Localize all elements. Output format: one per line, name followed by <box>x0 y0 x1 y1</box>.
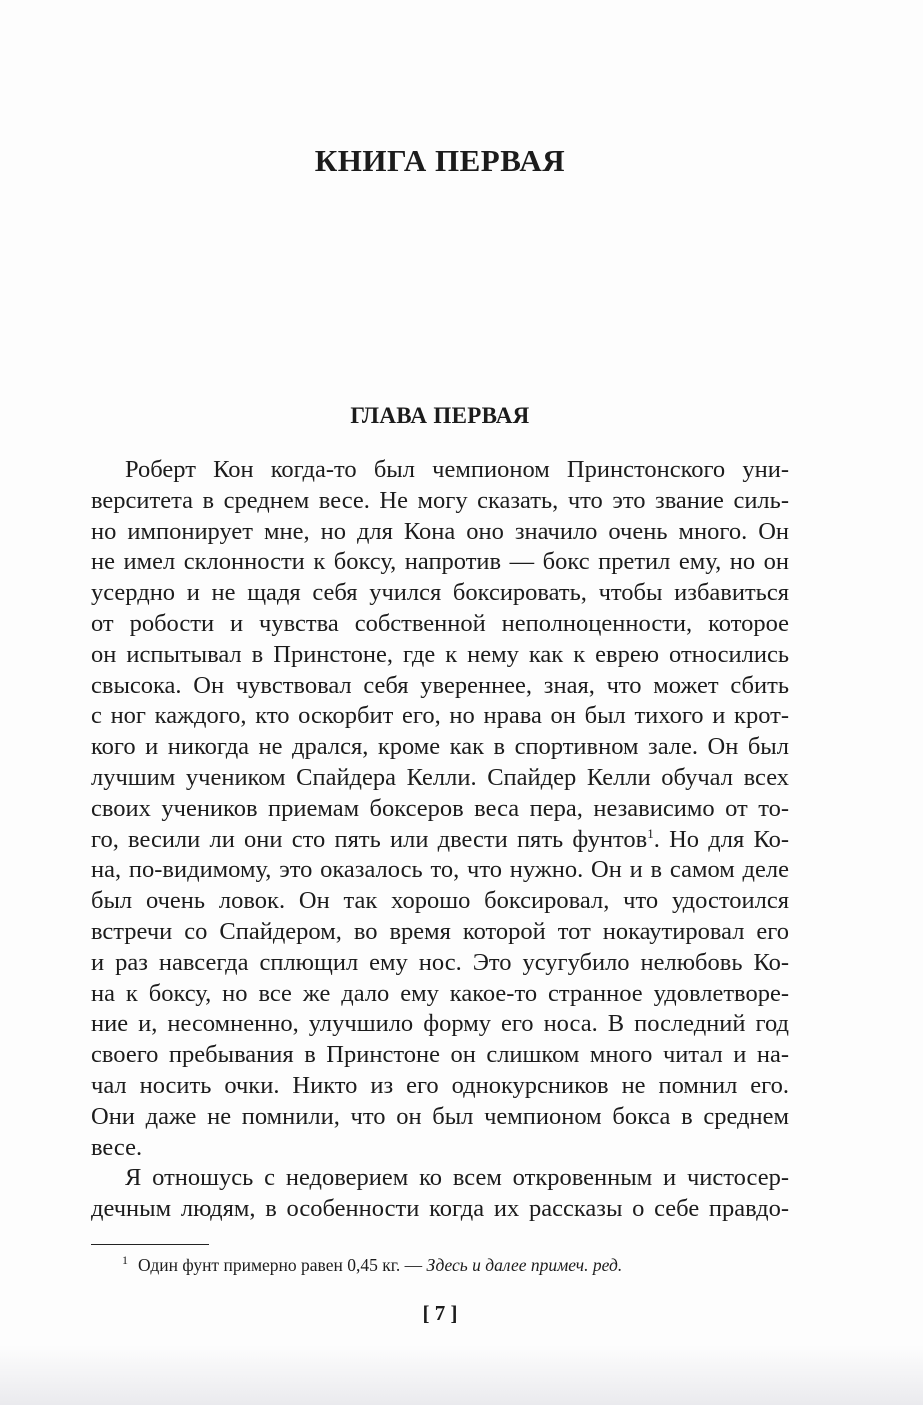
text-line: свысока. Он чувствовал себя увереннее, зная, что может сбить <box>91 671 789 699</box>
text-line: усердно и не щадя себя учился боксировать, чтобы избавиться <box>91 579 789 607</box>
footnote-reference[interactable]: 1 <box>647 825 654 841</box>
text-line: Они даже не помнили, что он был чемпионом бокса в среднем <box>91 1102 789 1130</box>
footnote-mark: 1 <box>122 1253 128 1268</box>
text-line: лучшим учеником Спайдера Келли. Спайдер Келли обучал всех <box>91 763 789 791</box>
text-line: от робости и чувства собственной неполноценности, которое <box>91 609 789 637</box>
text-line-with-footnote <box>91 825 789 856</box>
footnote-divider <box>91 1244 209 1245</box>
text-line: ние и, несомненно, улучшило форму его носа. В последний год <box>91 1010 789 1038</box>
text-line: Роберт Кон когда-то был чемпионом Принстонского уни- <box>125 456 789 483</box>
text-line-tail: . Но для Ко- <box>653 825 789 853</box>
text-line: своего пребывания в Принстоне он слишком много читал и на- <box>91 1041 789 1069</box>
text-line: не имел склонности к боксу, напротив — бокс претил ему, но он <box>91 548 789 576</box>
text-line: чал носить очки. Никто из его однокурсников не помнил его. <box>91 1071 789 1099</box>
book-title: КНИГА ПЕРВАЯ <box>314 143 566 178</box>
text-line: на, по-видимому, это оказалось то, что нужно. Он и в самом деле <box>91 856 789 884</box>
page-number: [ 7 ] <box>422 1301 458 1325</box>
text-line: но импонирует мне, но для Кона оно значило очень много. Он <box>91 517 789 545</box>
text-line: своих учеников приемам боксеров веса пера, независимо от то- <box>91 794 789 822</box>
text-line: верситета в среднем весе. Не могу сказать, что это звание силь- <box>91 486 789 514</box>
text-line-head: го, весили ли они сто пять или двести пять фунтов <box>91 825 648 853</box>
page-edge-shadow <box>0 1345 923 1405</box>
footnote <box>122 1254 622 1276</box>
footnote-text: Один фунт примерно равен 0,45 кг. — <box>138 1255 427 1275</box>
text-line: весе. <box>91 1133 143 1161</box>
text-line: он испытывал в Принстоне, где к нему как к еврею относились <box>91 640 789 668</box>
text-line: Я отношусь с недоверием ко всем откровенным и чистосер- <box>125 1164 789 1192</box>
text-line: и раз навсегда сплющил ему нос. Это усугубило нелюбовь Ко- <box>91 948 789 976</box>
text-line: на к боксу, но все же дало ему какое-то странное удовлетворе- <box>91 979 789 1007</box>
body-text <box>91 455 789 1225</box>
text-line: встречи со Спайдером, во время которой тот нокаутировал его <box>91 917 789 945</box>
text-line: был очень ловок. Он так хорошо боксировал, что удостоился <box>91 887 789 915</box>
chapter-title: ГЛАВА ПЕРВАЯ <box>350 403 530 428</box>
footnote-editor-note: Здесь и далее примеч. ред. <box>426 1255 623 1275</box>
text-line: с ног каждого, кто оскорбит его, но нрава он был тихого и крот- <box>91 702 789 730</box>
text-line: дечным людям, в особенности когда их рассказы о себе правдо- <box>91 1195 789 1223</box>
text-line: кого и никогда не дрался, кроме как в спортивном зале. Он был <box>91 733 789 761</box>
